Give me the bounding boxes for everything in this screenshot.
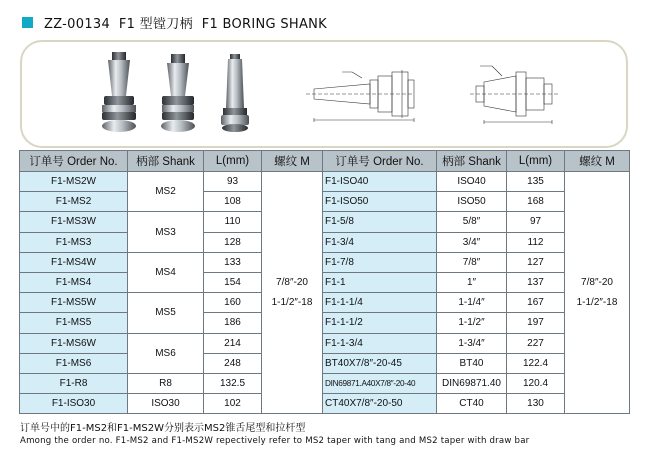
table-row <box>20 333 630 353</box>
length-cell: 135 <box>507 172 565 192</box>
length-cell: 214 <box>204 333 262 353</box>
technical-drawing-ms <box>306 70 414 122</box>
product-illustrations <box>22 42 626 146</box>
order-no-cell: F1-ISO50 <box>323 192 437 212</box>
table-row <box>20 272 630 292</box>
length-cell: 167 <box>507 293 565 313</box>
title-marker <box>22 17 33 28</box>
shank-cell: MS5 <box>128 293 204 333</box>
product-image-panel <box>20 40 628 148</box>
shank-cell: MS6 <box>128 333 204 373</box>
length-cell: 93 <box>204 172 262 192</box>
length-cell: 110 <box>204 212 262 232</box>
thread-value: 7/8″-20 <box>581 276 613 288</box>
header-thread: 螺纹 M <box>565 151 630 172</box>
table-row <box>20 192 630 212</box>
length-cell: 133 <box>204 252 262 272</box>
footnote-english: Among the order no. F1-MS2 and F1-MS2W repectively refer to MS2 taper with tang and MS2 taper with draw bar <box>20 436 530 446</box>
order-no-cell: F1-R8 <box>20 373 128 393</box>
shank-cell: MS3 <box>128 212 204 252</box>
shank-cell: BT40 <box>437 353 507 373</box>
length-cell: 248 <box>204 353 262 373</box>
order-no-cell: F1-1-1/2 <box>323 313 437 333</box>
order-no-cell: F1-5/8 <box>323 212 437 232</box>
length-cell: 132.5 <box>204 373 262 393</box>
shank-cell: 1-1/2″ <box>437 313 507 333</box>
thread-value: 1-1/2″-18 <box>576 296 618 308</box>
table-row <box>20 172 630 192</box>
shank-cell: ISO50 <box>437 192 507 212</box>
shank-cell: 1″ <box>437 272 507 292</box>
order-no-cell: F1-1-3/4 <box>323 333 437 353</box>
length-cell: 197 <box>507 313 565 333</box>
order-no-cell: F1-MS2W <box>20 172 128 192</box>
length-cell: 128 <box>204 232 262 252</box>
table-row <box>20 394 630 414</box>
table-row <box>20 373 630 393</box>
thread-cell <box>565 172 630 414</box>
order-no-cell: F1-ISO30 <box>20 394 128 414</box>
shank-cell: ISO40 <box>437 172 507 192</box>
table-row <box>20 252 630 272</box>
length-cell: 97 <box>507 212 565 232</box>
order-table <box>19 150 630 414</box>
shank-cell: CT40 <box>437 394 507 414</box>
shank-cell: 5/8″ <box>437 212 507 232</box>
length-cell: 137 <box>507 272 565 292</box>
order-no-cell: F1-7/8 <box>323 252 437 272</box>
shank-cell: MS2 <box>128 172 204 212</box>
length-cell: 108 <box>204 192 262 212</box>
header-length: L(mm) <box>507 151 565 172</box>
thread-cell <box>262 172 323 414</box>
header-length: L(mm) <box>204 151 262 172</box>
order-no-cell: F1-MS3 <box>20 232 128 252</box>
order-no-cell: F1-MS5 <box>20 313 128 333</box>
order-no-cell: F1-MS3W <box>20 212 128 232</box>
title-bar <box>22 13 327 31</box>
table-row <box>20 293 630 313</box>
technical-drawing-iso <box>470 66 558 124</box>
shank-photo-ms <box>221 54 249 132</box>
order-no-cell: DIN69871.A40X7/8″-20-40 <box>323 373 437 393</box>
length-cell: 154 <box>204 272 262 292</box>
length-cell: 102 <box>204 394 262 414</box>
table-row <box>20 232 630 252</box>
order-no-cell: F1-MS5W <box>20 293 128 313</box>
table-row <box>20 313 630 333</box>
shank-photo-bt <box>161 54 195 132</box>
shank-photo-iso <box>102 52 136 132</box>
length-cell: 127 <box>507 252 565 272</box>
order-no-cell: F1-1 <box>323 272 437 292</box>
header-order-no: 订单号 Order No. <box>323 151 437 172</box>
order-no-cell: F1-MS4W <box>20 252 128 272</box>
page-title: ZZ-00134 F1 型镗刀柄 F1 BORING SHANK <box>44 16 328 32</box>
header-shank: 柄部 Shank <box>128 151 204 172</box>
order-no-cell: F1-MS4 <box>20 272 128 292</box>
thread-value: 1-1/2″-18 <box>271 296 313 308</box>
order-no-cell: BT40X7/8″-20-45 <box>323 353 437 373</box>
order-no-cell: F1-1-1/4 <box>323 293 437 313</box>
shank-cell: 7/8″ <box>437 252 507 272</box>
order-no-cell: CT40X7/8″-20-50 <box>323 394 437 414</box>
length-cell: 120.4 <box>507 373 565 393</box>
shank-cell: R8 <box>128 373 204 393</box>
length-cell: 112 <box>507 232 565 252</box>
length-cell: 227 <box>507 333 565 353</box>
order-no-cell: F1-3/4 <box>323 232 437 252</box>
shank-cell: ISO30 <box>128 394 204 414</box>
header-order-no: 订单号 Order No. <box>20 151 128 172</box>
order-no-cell: F1-ISO40 <box>323 172 437 192</box>
order-no-cell: F1-MS6 <box>20 353 128 373</box>
length-cell: 122.4 <box>507 353 565 373</box>
header-shank: 柄部 Shank <box>437 151 507 172</box>
header-thread: 螺纹 M <box>262 151 323 172</box>
length-cell: 186 <box>204 313 262 333</box>
table-header-row <box>20 151 630 172</box>
table-row <box>20 353 630 373</box>
thread-value: 7/8″-20 <box>276 276 308 288</box>
order-no-cell: F1-MS6W <box>20 333 128 353</box>
shank-cell: 3/4″ <box>437 232 507 252</box>
length-cell: 160 <box>204 293 262 313</box>
shank-cell: MS4 <box>128 252 204 292</box>
footnote-chinese: 订单号中的F1-MS2和F1-MS2W分别表示MS2锥舌尾型和拉杆型 <box>20 423 306 434</box>
shank-cell: 1-1/4″ <box>437 293 507 313</box>
length-cell: 168 <box>507 192 565 212</box>
order-no-cell: F1-MS2 <box>20 192 128 212</box>
table-row <box>20 212 630 232</box>
shank-cell: 1-3/4″ <box>437 333 507 353</box>
length-cell: 130 <box>507 394 565 414</box>
shank-cell: DIN69871.40 <box>437 373 507 393</box>
